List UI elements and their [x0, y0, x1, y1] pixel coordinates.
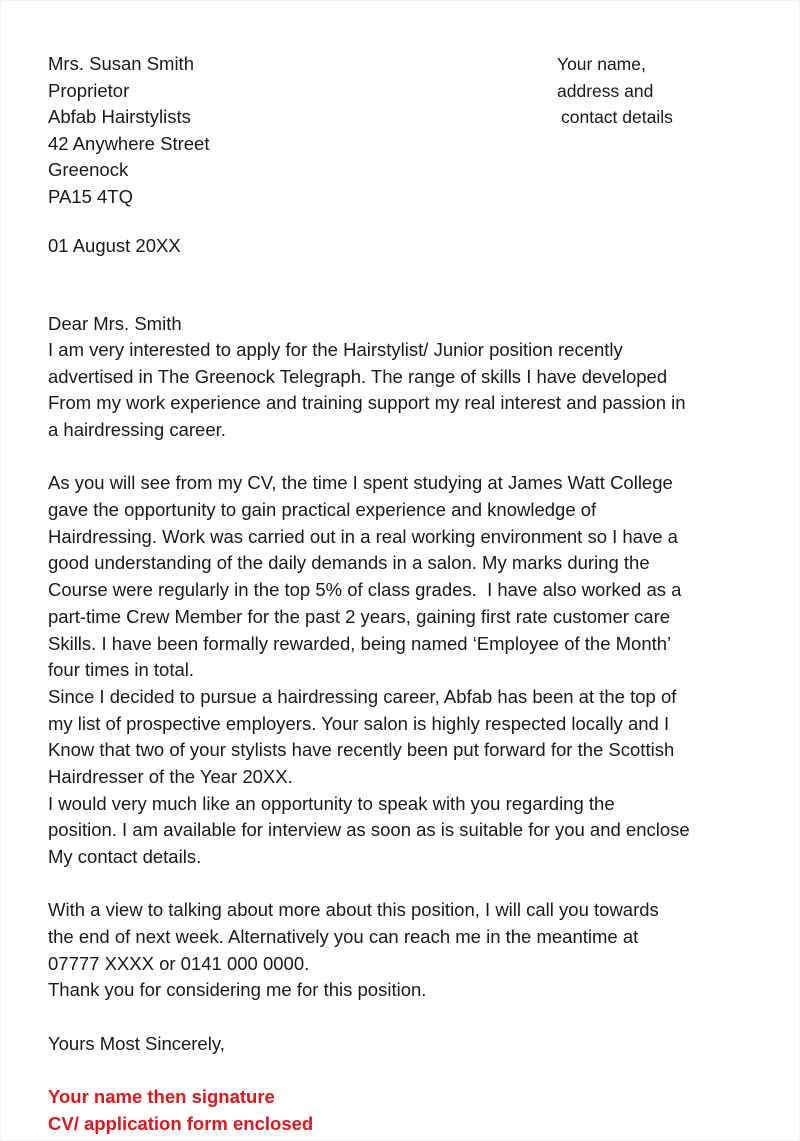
paragraph-line: Course were regularly in the top 5% of class grades. I have also worked as a [48, 579, 682, 601]
paragraph-line: Skills. I have been formally rewarded, being named ‘Employee of the Month’ [48, 632, 672, 654]
signature-block [48, 1084, 759, 1137]
recipient-line-postcode: PA15 4TQ [48, 185, 134, 207]
paragraph-line: My contact details. [48, 846, 202, 868]
sender-line-address: address and [557, 80, 654, 101]
sender-line-contact: contact details [561, 107, 673, 127]
paragraph-line: advertised in The Greenock Telegraph. The range of skills I have developed [48, 365, 668, 387]
paragraph-line: the end of next week. Alternatively you can reach me in the meantime at [48, 926, 639, 948]
letter-header [48, 51, 759, 207]
body-paragraph-1 [48, 337, 759, 444]
letter-closing: Yours Most Sincerely, [48, 1032, 225, 1054]
paragraph-line: a hairdressing career. [48, 419, 226, 441]
paragraph-line: part-time Crew Member for the past 2 years, gaining first rate customer care [48, 605, 671, 627]
paragraph-line: Hairdresser of the Year 20XX. [48, 766, 293, 788]
paragraph-line: my list of prospective employers. Your salon is highly respected locally and I [48, 712, 670, 734]
paragraph-line: gave the opportunity to gain practical experience and knowledge of [48, 499, 597, 521]
letter-salutation: Dear Mrs. Smith [48, 312, 182, 334]
paragraph-line: Know that two of your stylists have recently been put forward for the Scottish [48, 739, 675, 761]
paragraph-line: good understanding of the daily demands in a salon. My marks during the [48, 552, 650, 574]
paragraph-line: four times in total. [48, 659, 195, 681]
paragraph-line: Thank you for considering me for this position. [48, 979, 427, 1001]
paragraph-line: From my work experience and training support my real interest and passion in [48, 392, 686, 414]
paragraph-line: Hairdressing. Work was carried out in a real working environment so I have a [48, 525, 678, 547]
recipient-line-city: Greenock [48, 159, 129, 180]
signature-name-placeholder: Your name then signature [48, 1086, 275, 1108]
recipient-address-block [48, 51, 488, 210]
recipient-line-company: Abfab Hairstylists [48, 106, 191, 127]
paragraph-line: position. I am available for interview as soon as is suitable for you and enclose [48, 819, 690, 841]
paragraph-line: Since I decided to pursue a hairdressing career, Abfab has been at the top of [48, 685, 677, 707]
recipient-line-name: Mrs. Susan Smith [48, 53, 194, 74]
letter-date: 01 August 20XX [48, 235, 181, 256]
body-paragraph-2 [48, 470, 759, 684]
paragraph-line: I am very interested to apply for the Hairstylist/ Junior position recently [48, 339, 623, 360]
recipient-line-title: Proprietor [48, 79, 130, 101]
body-paragraph-3 [48, 684, 759, 791]
paragraph-line: With a view to talking about more about this position, I will call you towards [48, 899, 659, 921]
paragraph-line: I would very much like an opportunity to speak with you regarding the [48, 792, 615, 814]
sender-address-block [557, 51, 800, 131]
sender-line-name: Your name, [557, 54, 646, 74]
body-paragraph-4 [48, 791, 759, 871]
body-paragraph-5 [48, 897, 759, 1004]
enclosure-note: CV/ application form enclosed [48, 1113, 314, 1135]
letter-content [48, 51, 759, 1138]
paragraph-line: 07777 XXXX or 0141 000 0000. [48, 952, 310, 974]
recipient-line-street: 42 Anywhere Street [48, 132, 210, 154]
paragraph-line: As you will see from my CV, the time I spent studying at James Watt College [48, 472, 673, 494]
